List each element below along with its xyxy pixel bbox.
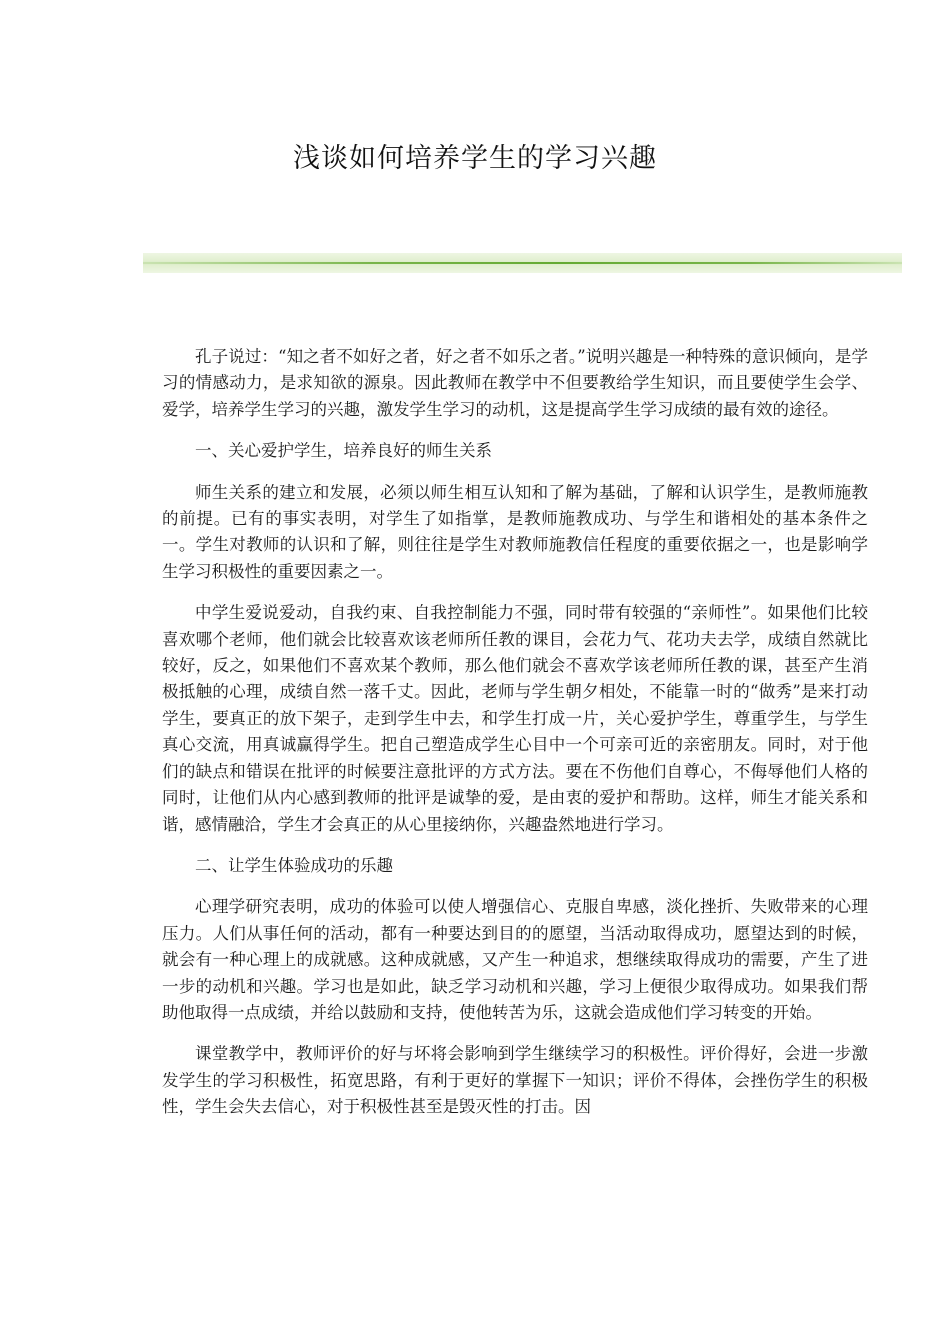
section-heading-1: 一、关心爱护学生，培养良好的师生关系 [195,441,492,461]
paragraph-intro: 孔子说过：“知之者不如好之者，好之者不如乐之者。”说明兴趣是一种特殊的意识倾向，是学习的情感动力，是求知欲的源泉。因此教师在教学中不但要教给学生知识，而且要使学生会学、爱学，培养学生学习的兴趣，激发学生学习的动机，这是提高学生学习成绩的最有效的途径。 [162,347,868,419]
section-heading-2: 二、让学生体验成功的乐趣 [195,855,393,875]
document-title: 浅谈如何培养学生的学习兴趣 [293,143,657,174]
divider-line [143,262,902,264]
paragraph-middle-school-students: 中学生爱说爱动，自我约束、自我控制能力不强，同时带有较强的“亲师性”。如果他们比较喜欢哪个老师，他们就会比较喜欢该老师所任教的课目，会花力气、花功夫去学，成绩自然就比较好，反之，如果他们不喜欢某个教师，那么他们就会不喜欢学该老师所任教的课，甚至产生消极抵触的心理，成绩自然一落千丈。因此，老师与学生朝夕相处，不能靠一时的“做秀”是来打动学生，要真正的放下架子，走到学生中去，和学生打成一片，关心爱护学生，尊重学生，与学生真心交流，用真诚赢得学生。把自己塑造成学生心目中一个可亲可近的亲密朋友。同时，对于他们的缺点和错误在批评的时候要注意批评的方式方法。要在不伤他们自尊心，不侮辱他们人格的同时，让他们从内心感到教师的批评是诚挚的爱，是由衷的爱护和帮助。这样，师生才能关系和谐，感情融洽，学生才会真正的从心里接纳你，兴趣盎然地进行学习。 [162,603,868,834]
paragraph-classroom-evaluation: 课堂教学中，教师评价的好与坏将会影响到学生继续学习的积极性。评价得好，会进一步激发学生的学习积极性，拓宽思路，有利于更好的掌握下一知识；评价不得体，会挫伤学生的积极性，学生会失去信心，对于积极性甚至是毁灭性的打击。因 [162,1044,868,1117]
paragraph-teacher-student-relationship: 师生关系的建立和发展，必须以师生相互认知和了解为基础，了解和认识学生，是教师施教的前提。已有的事实表明，对学生了如指掌，是教师施教成功、与学生和谐相处的基本条件之一。学生对教师的认识和了解，则往往是学生对教师施教信任程度的重要依据之一，也是影响学生学习积极性的重要因素之一。 [162,482,868,581]
section-divider [143,253,902,273]
paragraph-psychology-research: 心理学研究表明，成功的体验可以使人增强信心、克服自卑感，淡化挫折、失败带来的心理压力。人们从事任何的活动，都有一种要达到目的的愿望，当活动取得成功，愿望达到的时候，就会有一种心理上的成就感。这种成就感，又产生一种追求，想继续取得成功的需要，产生了进一步的动机和兴趣。学习也是如此，缺乏学习动机和兴趣，学习上便很少取得成功。如果我们帮助他取得一点成绩，并给以鼓励和支持，使他转苦为乐，这就会造成他们学习转变的开始。 [162,897,868,1022]
document-body [162,344,868,1136]
